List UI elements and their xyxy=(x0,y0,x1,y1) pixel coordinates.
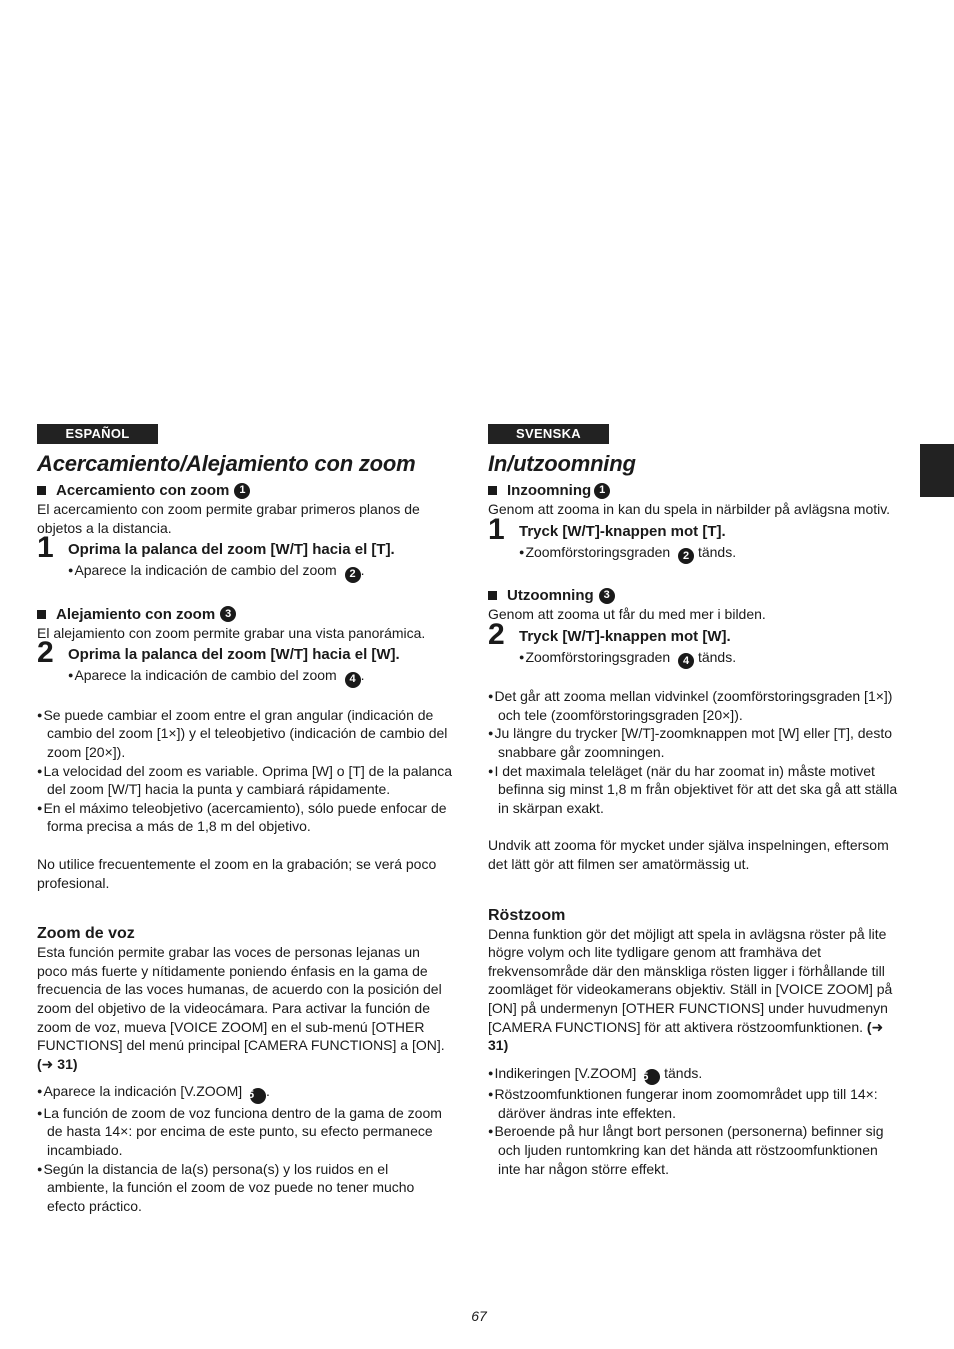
step-1 xyxy=(37,531,453,583)
column-espanol xyxy=(37,424,453,1215)
voice-zoom-notes-list xyxy=(37,1082,453,1215)
section-title: In/utzoomning xyxy=(488,451,636,476)
zoom-out-heading: Alejamiento con zoom 3 xyxy=(37,605,453,624)
square-bullet-icon xyxy=(37,486,46,495)
step-2 xyxy=(488,617,904,670)
list-item: ● Beroende på hur långt bort personen (personerna) befinner sig och ljuden runtomkring kan det hända att röstzoomfunktionen inte har någon större effekt. xyxy=(488,1122,904,1178)
step-note: ● Zoomförstoringsgraden 2 tänds. xyxy=(519,542,904,565)
list-item: ● Indikeringen [V.ZOOM] 5 tänds. xyxy=(488,1064,904,1086)
zoom-notes-list xyxy=(488,687,904,817)
step-2 xyxy=(37,636,453,688)
number-badge-icon: 3 xyxy=(220,606,236,622)
square-bullet-icon xyxy=(488,486,497,495)
list-item: ● En el máximo teleobjetivo (acercamiento), sólo puede enfocar de forma precisa a más de 1,8 m del objetivo. xyxy=(37,799,453,836)
zoom-in-heading: Inzoomning 1 xyxy=(488,481,904,500)
zoom-out-description: Genom att zooma ut får du med mer i bilden. xyxy=(488,606,766,623)
step-instruction: Tryck [W/T]-knappen mot [W]. xyxy=(519,627,731,645)
page-number: 67 xyxy=(471,1308,487,1324)
list-item: ● Aparece la indicación [V.ZOOM] 5 . xyxy=(37,1082,453,1104)
language-tag: SVENSKA xyxy=(488,424,609,444)
list-item: ● Det går att zooma mellan vidvinkel (zoomförstoringsgraden [1×]) och tele (zoomförstoringsgraden [20×]). xyxy=(488,687,904,724)
zoom-notes-list xyxy=(37,706,453,836)
square-bullet-icon xyxy=(488,591,497,600)
recording-tip: Undvik att zooma för mycket under själva inspelningen, eftersom det lätt gör att filmen ser amatörmässig ut. xyxy=(488,837,889,872)
step-note: ● Zoomförstoringsgraden 4 tänds. xyxy=(519,647,904,670)
number-badge-icon: 1 xyxy=(234,483,250,499)
step-note: ● Aparece la indicación de cambio del zoom 2 . xyxy=(68,560,453,583)
step-note: ● Aparece la indicación de cambio del zoom 4 . xyxy=(68,665,453,688)
number-badge-icon: 3 xyxy=(599,588,615,604)
step-instruction: Oprima la palanca del zoom [W/T] hacia el [W]. xyxy=(68,646,400,664)
zoom-out-description: El alejamiento con zoom permite grabar una vista panorámica. xyxy=(37,624,426,641)
list-item: ● Ju längre du trycker [W/T]-zoomknappen mot [W] eller [T], desto snabbare går zoomningen. xyxy=(488,724,904,761)
voice-zoom-heading: Zoom de voz xyxy=(37,925,135,943)
step-instruction: Tryck [W/T]-knappen mot [T]. xyxy=(519,522,726,540)
zoom-in-description: El acercamiento con zoom permite grabar primeros planos de objetos a la distancia. xyxy=(37,501,420,536)
step-number: 2 xyxy=(488,617,505,651)
list-item: ● La función de zoom de voz funciona dentro de la gama de zoom de hasta 14×: por encima de este punto, su efecto permanece incambiado. xyxy=(37,1104,453,1160)
section-tab-marker xyxy=(920,444,954,497)
number-badge-icon: 2 xyxy=(678,548,694,564)
column-svenska xyxy=(488,424,904,1178)
number-badge-icon: 4 xyxy=(345,672,361,688)
page-reference: (➜ 31) xyxy=(488,1018,884,1054)
step-number: 1 xyxy=(37,531,54,565)
number-badge-icon: 2 xyxy=(345,567,361,583)
number-badge-icon: 5 xyxy=(250,1088,266,1104)
step-1 xyxy=(488,512,904,565)
zoom-in-heading: Acercamiento con zoom 1 xyxy=(37,481,453,500)
step-number: 1 xyxy=(488,512,505,546)
voice-zoom-heading: Röstzoom xyxy=(488,906,566,924)
list-item: ● Röstzoomfunktionen fungerar inom zoomområdet upp till 14×: däröver ändras inte effekten. xyxy=(488,1085,904,1122)
page-reference: (➜ 31) xyxy=(37,1055,78,1072)
recording-tip: No utilice frecuentemente el zoom en la grabación; se verá poco profesional. xyxy=(37,855,437,891)
zoom-out-heading: Utzoomning 3 xyxy=(488,586,904,605)
voice-zoom-notes-list xyxy=(488,1064,904,1178)
list-item: ● Se puede cambiar el zoom entre el gran angular (indicación de cambio del zoom [1×]) y el teleobjetivo (indicación de cambio del zoom [20×]). xyxy=(37,706,453,762)
number-badge-icon: 1 xyxy=(594,483,610,499)
step-instruction: Oprima la palanca del zoom [W/T] hacia el [T]. xyxy=(68,541,395,559)
square-bullet-icon xyxy=(37,610,46,619)
list-item: ● Según la distancia de la(s) persona(s) y los ruidos en el ambiente, la función el zoom de voz puede no tener mucho efecto práctico. xyxy=(37,1160,453,1216)
zoom-in-description: Genom att zooma in kan du spela in närbilder på avlägsna motiv. xyxy=(488,501,891,517)
number-badge-icon: 5 xyxy=(644,1069,660,1085)
number-badge-icon: 4 xyxy=(678,653,694,669)
section-title: Acercamiento/Alejamiento con zoom xyxy=(37,451,416,476)
step-number: 2 xyxy=(37,636,54,670)
voice-zoom-description: Denna funktion gör det möjligt att spela in avlägsna röster på lite högre volym och lite tydligare genom att framhäva det frekvensområde där den mänskliga rösten ligger i förhållande till zoomläget för videokamerans objektiv. Ställ in [VOICE ZOOM] på [ON] på undermenyn [OTHER FUNCTIONS] under huvudmenyn [CAMERA FUNCTIONS] för att aktivera röstzoomfunktionen. (➜ 31) xyxy=(488,925,893,1054)
list-item: ● I det maximala teleläget (när du har zoomat in) måste motivet befinna sig minst 1,8 m från objektivet för att det ska gå att ställa in skärpan exakt. xyxy=(488,762,904,818)
list-item: ● La velocidad del zoom es variable. Oprima [W] o [T] de la palanca del zoom [W/T] hacia la punta y cambiará rápidamente. xyxy=(37,762,453,799)
language-tag: ESPAÑOL xyxy=(37,424,158,444)
voice-zoom-description: Esta función permite grabar las voces de personas lejanas un poco más fuerte y nítidamente poniendo énfasis en la gama de frecuencia de las voces humanas, de acuerdo con la posición del zoom del objetivo de la videocámara. Para activar la función de zoom de voz, mueva [VOICE ZOOM] en el sub-menú [OTHER FUNCTIONS] del menú principal [CAMERA FUNCTIONS] a [ON]. (➜ 31) xyxy=(37,944,445,1072)
